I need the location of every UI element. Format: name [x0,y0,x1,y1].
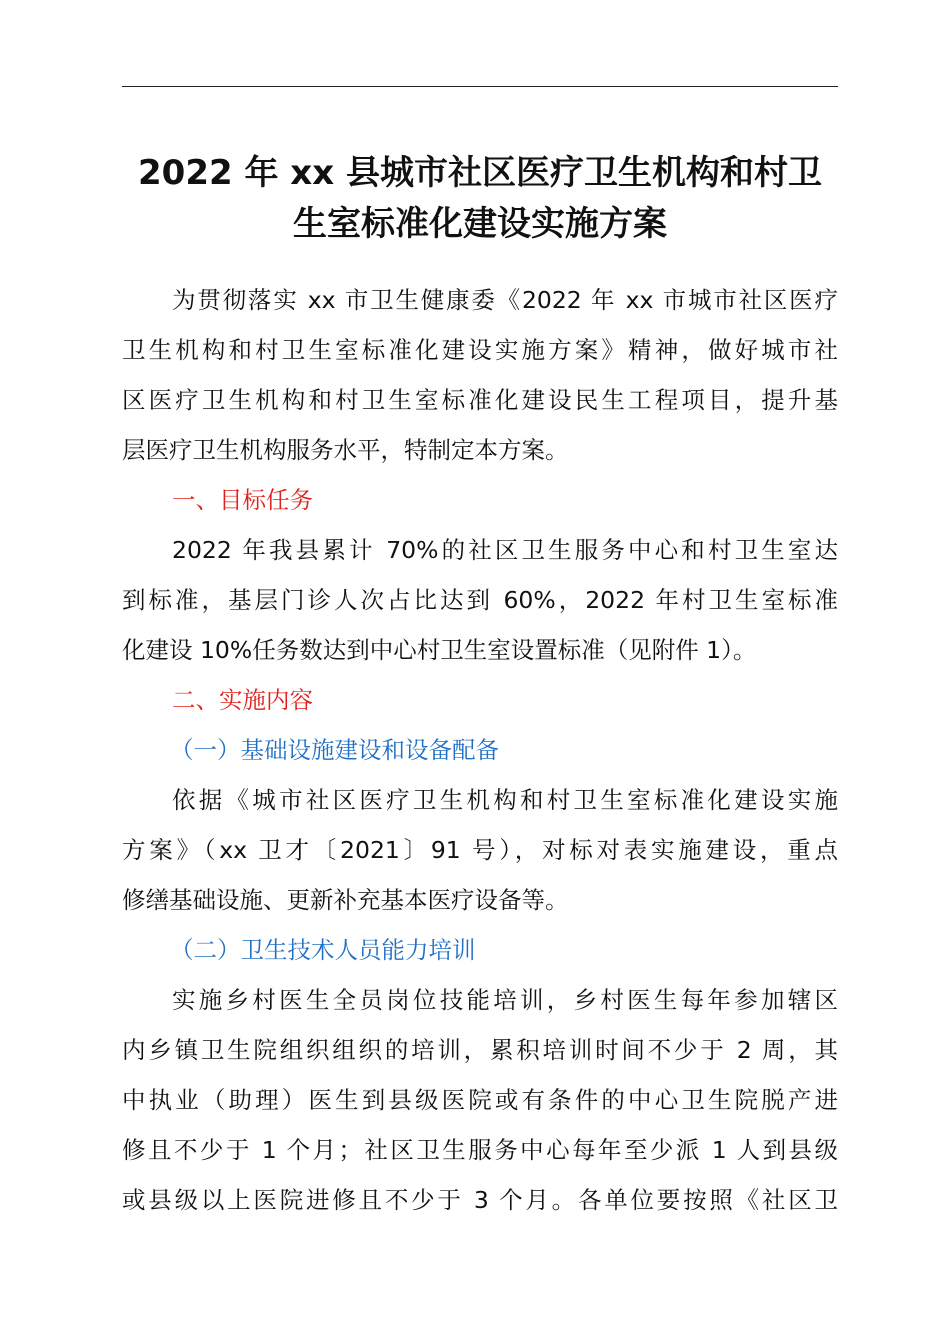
paragraph-line: 实施乡村医生全员岗位技能培训，乡村医生每年参加辖区 [172,986,838,1014]
paragraph-line: 修且不少于 1 个月；社区卫生服务中心每年至少派 1 人到县级 [122,1136,838,1164]
paragraph-line: 化建设 10%任务数达到中心村卫生室设置标准（见附件 1）。 [122,636,757,664]
intro-paragraph [122,275,838,475]
document-title [122,148,838,250]
paragraph-line: 中执业（助理）医生到县级医院或有条件的中心卫生院脱产进 [122,1086,838,1114]
document-body [122,275,838,1225]
title-line: 生室标准化建设实施方案 [293,204,667,244]
section-heading-goals: 一、目标任务 [172,486,313,514]
paragraph-line: 依据《城市社区医疗卫生机构和村卫生室标准化建设实施 [172,786,838,814]
paragraph-line: 为贯彻落实 xx 市卫生健康委《2022 年 xx 市城市社区医疗 [172,286,838,314]
goals-paragraph [122,525,838,675]
paragraph-line: 内乡镇卫生院组织组织的培训，累积培训时间不少于 2 周，其 [122,1036,838,1064]
paragraph-line: 到标准，基层门诊人次占比达到 60%，2022 年村卫生室标准 [122,586,838,614]
infrastructure-paragraph [122,775,838,925]
paragraph-line: 方案》（xx 卫才〔2021〕91 号），对标对表实施建设，重点 [122,836,838,864]
subsection-heading-infrastructure: （一）基础设施建设和设备配备 [170,736,499,764]
paragraph-line: 2022 年我县累计 70%的社区卫生服务中心和村卫生室达 [172,536,838,564]
title-line: 2022 年 xx 县城市社区医疗卫生机构和村卫 [138,153,822,193]
paragraph-line: 修缮基础设施、更新补充基本医疗设备等。 [122,886,569,914]
training-paragraph [122,975,838,1225]
paragraph-line: 卫生机构和村卫生室标准化建设实施方案》精神，做好城市社 [122,336,838,364]
paragraph-line: 层医疗卫生机构服务水平，特制定本方案。 [122,436,569,464]
subsection-heading-training: （二）卫生技术人员能力培训 [170,936,476,964]
header-rule [122,86,838,87]
paragraph-line: 或县级以上医院进修且不少于 3 个月。各单位要按照《社区卫 [122,1186,838,1214]
paragraph-line: 区医疗卫生机构和村卫生室标准化建设民生工程项目，提升基 [122,386,838,414]
section-heading-content: 二、实施内容 [172,686,313,714]
